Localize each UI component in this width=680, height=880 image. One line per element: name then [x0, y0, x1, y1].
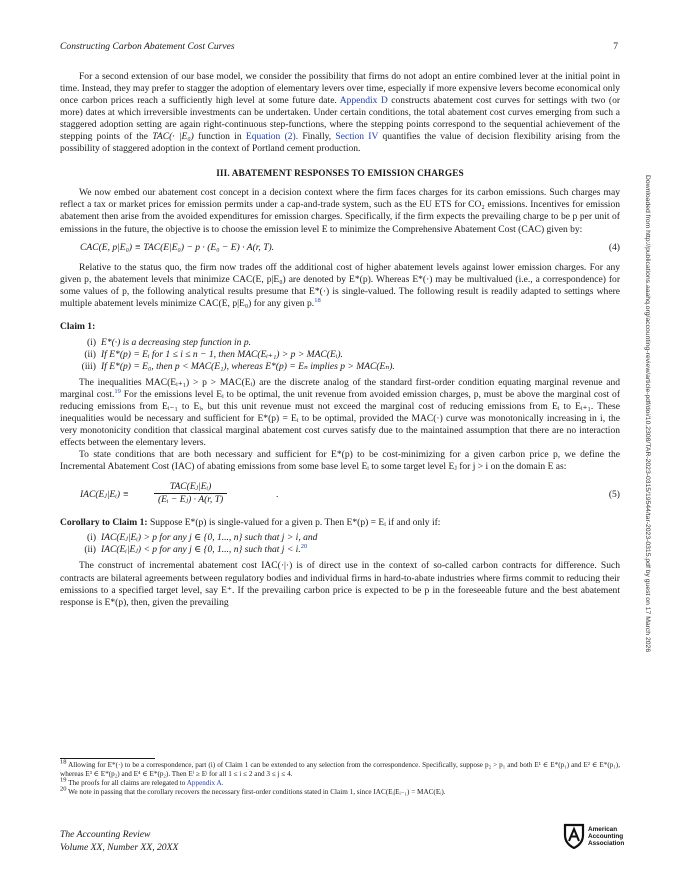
- paragraph-4-text-end: For the emissions level Eᵢ to be optimal, the unit revenue from avoided emission charges, p, must be above the marginal cost of reducing emissions from Eᵢ₋₁ to Eᵢ, but this unit revenue must not exceed the marginal cost of reducing emissions from Eᵢ to Eᵢ₊₁. These inequalities would be necessary and sufficient for E*(p) = Eᵢ to be optimal, provided the MAC(·) curve was monotonically increasing in i, the very monotonicity condition that classical marginal abatement cost curves satisfy due to the maintained assumption that there are no interaction effects between the elementary levers.: [60, 388, 620, 449]
- corollary-item-text: IAC(Eᵢ|Eⱼ) < p for any j ∈ {0, 1..., n} such that j < i.: [101, 544, 301, 556]
- footnote-19: [60, 776, 620, 788]
- corollary-item: [78, 532, 620, 544]
- footnote-number: 19: [60, 776, 67, 784]
- claim-item: [78, 349, 620, 361]
- aaa-logo-text: [588, 826, 624, 847]
- running-title: Constructing Carbon Abatement Cost Curves: [60, 41, 235, 52]
- section-iv-link[interactable]: Section IV: [335, 131, 379, 143]
- claim-item-marker: (i): [86, 336, 96, 348]
- claim-item: [78, 361, 620, 373]
- claim-item-marker: (ii): [84, 348, 96, 360]
- paragraph-4: [60, 377, 620, 449]
- equation-5: [80, 481, 620, 509]
- claim-list: [78, 337, 620, 373]
- equation-4: [80, 242, 620, 256]
- tac-function: TAC(· |E₀): [152, 131, 194, 143]
- equation-5-period: .: [276, 489, 279, 501]
- equation-5-numerator: TAC(Eⱼ|Eᵢ): [154, 481, 227, 494]
- paragraph-1-text-mid3: Finally,: [302, 131, 332, 143]
- corollary-item-marker: (i): [86, 532, 96, 544]
- journal-name: The Accounting Review: [60, 829, 151, 840]
- footnote-number: 18: [60, 758, 67, 766]
- footnote-text: Allowing for E*(·) to be a correspondence, part (i) of Claim 1 can be extended to any selection from the correspondence. Specifically, suppose p₂ > p₁ and both E¹ ∈ E*(p₁) and E² ∈ E*(p₁), whereas E³ ∈ E*(p₂) and E⁴ ∈ E*(p₂). Then Eⁱ ≥ Eʲ for all 1 ≤ i ≤ 2 and 3 ≤ j ≤ 4.: [60, 761, 621, 779]
- claim-item-marker: (iii): [81, 360, 96, 372]
- paragraph-1-text-end: quantifies the value of decision flexibility arising from the possibility of staggered adoption in the context of Portland cement production.: [60, 131, 621, 155]
- claim-item-text: If E*(p) = E₀, then p < MAC(E₁), whereas E*(p) = Eₙ implies p > MAC(Eₙ).: [101, 360, 395, 372]
- aaa-shield-icon: [563, 823, 585, 849]
- paragraph-1-text-mid: constructs abatement cost curves for settings with two (or more) dates at which irreversible investments can be undertaken. Under certain conditions, the total abatement cost curves emerging from such a staggered adoption setting are again right-continuous step-functions, where the stepping points correspond to the sequential achievement of the stepping points of the: [60, 95, 621, 143]
- page-number: 7: [613, 41, 618, 52]
- equation-5-number: (5): [608, 489, 620, 501]
- footnote-text: The proofs for all claims are relegated to: [68, 779, 186, 788]
- footnote-number: 20: [60, 785, 67, 793]
- claim-item-text: E*(·) is a decreasing step function in p.: [101, 336, 251, 348]
- footnotes: [60, 758, 621, 797]
- footnote-rule: [60, 758, 155, 759]
- paragraph-6: The construct of incremental abatement cost IAC(·|·) is of direct use in the context of so-called carbon contracts for difference. Such contracts are bilateral agreements between regulatory bodies and individual firms in hard-to-abate industries where firms commit to reducing their emissions to a specified target level, say E⁺. If the prevailing carbon price is expected to be p in the foreseeable future and the best abatement response is E*(p), then, given the prevailing: [60, 560, 620, 608]
- corollary-item-marker: (ii): [84, 544, 96, 556]
- running-header: [60, 41, 620, 55]
- paragraph-1: [60, 71, 620, 155]
- corollary-title: Corollary to Claim 1:: [60, 517, 148, 529]
- logo-line: Association: [588, 840, 625, 847]
- claim-item-text: If E*(p) = Eᵢ for 1 ≤ i ≤ n − 1, then MAC(Eᵢ₊₁) > p > MAC(Eᵢ).: [101, 348, 343, 360]
- equation-5-fraction: [154, 481, 227, 506]
- equation-4-number: (4): [608, 241, 620, 253]
- paragraph-4-text: The inequalities MAC(Eᵢ₊₁) > p > MAC(Eᵢ) are the discrete analog of the standard first-order condition equating marginal revenue and marginal cost.: [60, 376, 620, 400]
- main-text: [60, 71, 620, 609]
- equation-2-link[interactable]: Equation (2).: [245, 131, 299, 143]
- footnote-text: We note in passing that the corollary recovers the necessary first-order conditions stated in Claim 1, since IAC(Eᵢ|Eᵢ₋₁) = MAC(Eᵢ).: [68, 788, 446, 797]
- paragraph-3: [60, 262, 620, 310]
- logo-line: American: [588, 826, 618, 833]
- paragraph-2: We now embed our abatement cost concept in a decision context where the firm faces charges for its carbon emissions. Such charges may reflect a tax or market prices for emission permits under a cap-and-trade system, such as the EU ETS for CO₂ emissions. Incentives for emission abatement then arise from the avoided expenditures for emission charges. Specifically, if the firm expects the prevailing charge to be p per unit of emissions in the future, the objective is to choose the emission level E to minimize the Comprehensive Abatement Cost (CAC) given by:: [60, 187, 620, 235]
- corollary-list: [78, 532, 620, 556]
- equation-4-body: CAC(E, p|E₀) ≡ TAC(E|E₀) − p · (E₀ − E) · A(r, T).: [80, 241, 275, 253]
- paragraph-1-text: For a second extension of our base model, we consider the possibility that firms do not adopt an entire combined lever at the initial point in time. Instead, they may prefer to stagger the adoption of elementary levers over time, especially if more expensive levers become economical only once carbon prices reach a sufficiently high level at some future date.: [60, 71, 620, 107]
- footnote-18: [60, 758, 621, 779]
- corollary-item: [78, 544, 620, 556]
- footnote-19-ref[interactable]: 19: [114, 387, 121, 395]
- claim-title: Claim 1:: [60, 320, 96, 332]
- footnote-18-ref[interactable]: 18: [314, 296, 321, 304]
- appendix-d-link[interactable]: Appendix D: [339, 95, 388, 107]
- paragraph-3-text: Relative to the status quo, the firm now trades off the additional cost of higher abatement levels against lower emission charges. For any given p, the abatement levels that minimize CAC(E, p|E₀) are denoted by E*(p). Whereas E*(·) may be multivalued (i.e., a correspondence) for some values of p, the following analytical results presume that E*(·) is single-valued. The following result is readily adapted to settings where multiple abatement levels minimize CAC(E, p|E₀) for any given p.: [60, 261, 620, 309]
- page-footer: [60, 828, 178, 854]
- journal-volume: Volume XX, Number XX, 20XX: [60, 842, 179, 853]
- claim-item: [78, 337, 620, 349]
- logo-line: Accounting: [588, 833, 624, 840]
- corollary-text: Suppose E*(p) is single-valued for a given p. Then E*(p) = Eᵢ if and only if:: [149, 517, 441, 529]
- section-heading: III. ABATEMENT RESPONSES TO EMISSION CHARGES: [216, 169, 464, 180]
- paragraph-5: To state conditions that are both necessary and sufficient for E*(p) to be cost-minimizing for a given carbon price p, we define the Incremental Abatement Cost (IAC) of abating emissions from some base level Eᵢ to some target level Eⱼ for j > i on the domain E as:: [60, 449, 620, 473]
- corollary: [60, 517, 620, 529]
- paragraph-1-text-mid2: function in: [198, 131, 242, 143]
- download-watermark-text: Downloaded from http://publications.aaahq.org/accounting-review/article-pdf/doi/10.2308/TAR-2023-0315/19544/tar-2023-0315.pdf by guest on 17 March 2026: [644, 175, 651, 653]
- footnote-20-ref[interactable]: 20: [300, 543, 308, 551]
- corollary-item-text: IAC(Eⱼ|Eᵢ) > p for any j ∈ {0, 1..., n} such that j > i, and: [101, 532, 318, 544]
- footnote-20: [60, 785, 620, 797]
- equation-5-denominator: (Eᵢ − Eⱼ) · A(r, T): [158, 494, 224, 506]
- aaa-logo: [563, 823, 633, 853]
- appendix-a-link[interactable]: Appendix A.: [186, 779, 224, 788]
- download-watermark: [643, 175, 653, 695]
- equation-5-lhs: IAC(Eⱼ|Eᵢ) ≡: [80, 489, 129, 501]
